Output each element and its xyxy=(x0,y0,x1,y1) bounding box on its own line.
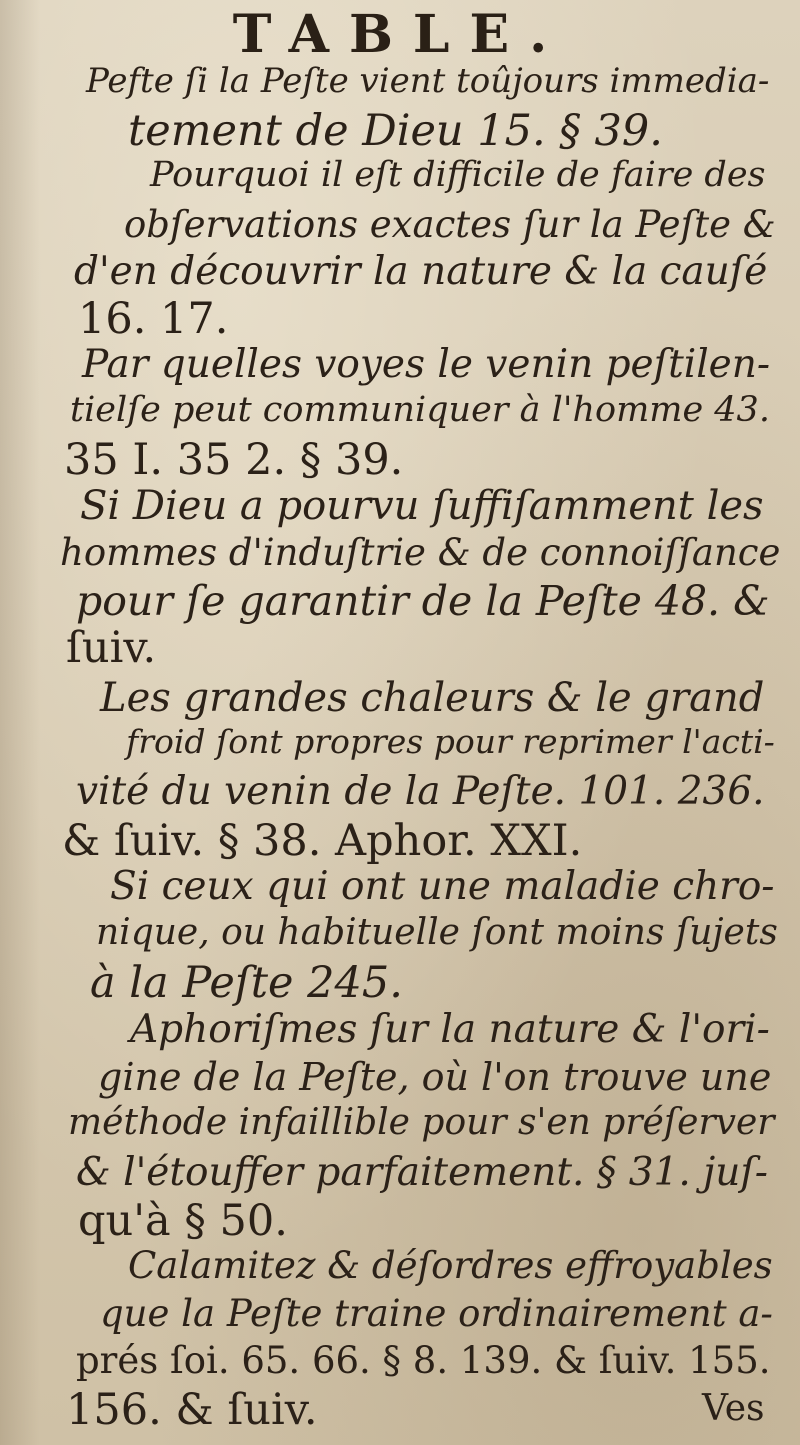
text-line: Si ceux qui ont une maladie chro- xyxy=(110,864,775,909)
text-line: obſervations exactes ſur la Peſte & xyxy=(124,203,776,246)
page-title: TABLE. xyxy=(232,4,568,65)
text-line: Si Dieu a pourvu ſuffiſamment les xyxy=(80,483,764,529)
text-line: 16. 17. xyxy=(78,294,229,344)
text-line: Les grandes chaleurs & le grand xyxy=(100,675,765,721)
text-line: Par quelles voyes le venin peſtilen- xyxy=(82,342,771,387)
text-line: d'en découvrir la nature & la cauſé xyxy=(74,249,768,294)
text-line: 156. & ſuiv. xyxy=(66,1385,318,1435)
text-line: que la Peſte traine ordinairement a- xyxy=(100,1292,773,1335)
text-line: Calamitez & déſordres effroyables xyxy=(128,1244,773,1287)
text-line: & ſuiv. § 38. Aphor. XXI. xyxy=(62,816,583,866)
text-line: froid ſont propres pour reprimer l'acti- xyxy=(126,722,775,761)
catchword: Ves xyxy=(702,1388,765,1429)
text-line: 35 I. 35 2. § 39. xyxy=(64,435,404,485)
text-line: & l'étouffer parfaitement. § 31. juſ- xyxy=(76,1150,768,1195)
text-line: qu'à § 50. xyxy=(78,1196,288,1246)
text-line: nique, ou habituelle ſont moins ſujets xyxy=(96,912,778,953)
text-line: tielſe peut communiquer à l'homme 43. xyxy=(70,390,770,430)
text-line: tement de Dieu 15. § 39. xyxy=(128,106,663,156)
text-line: méthode infaillible pour s'en préſerver xyxy=(68,1102,775,1143)
text-line: ſuiv. xyxy=(66,623,157,673)
index-text xyxy=(0,61,800,1435)
text-line: Pefte ſi la Peſte vient toûjours immedia- xyxy=(86,61,770,101)
text-line: vité du venin de la Peſte. 101. 236. xyxy=(76,769,765,814)
text-line: Aphoriſmes ſur la nature & l'ori- xyxy=(130,1007,770,1052)
text-line: prés ſoi. 65. 66. § 8. 139. & ſuiv. 155. xyxy=(76,1339,771,1382)
text-line: gine de la Peſte, où l'on trouve une xyxy=(98,1055,772,1099)
text-line: hommes d'induſtrie & de connoiſſance xyxy=(60,531,781,574)
text-line: pour ſe garantir de la Peſte 48. & xyxy=(76,577,770,625)
text-line: à la Peſte 245. xyxy=(90,958,403,1008)
text-line: Pourquoi il eſt difficile de faire des xyxy=(150,155,766,195)
